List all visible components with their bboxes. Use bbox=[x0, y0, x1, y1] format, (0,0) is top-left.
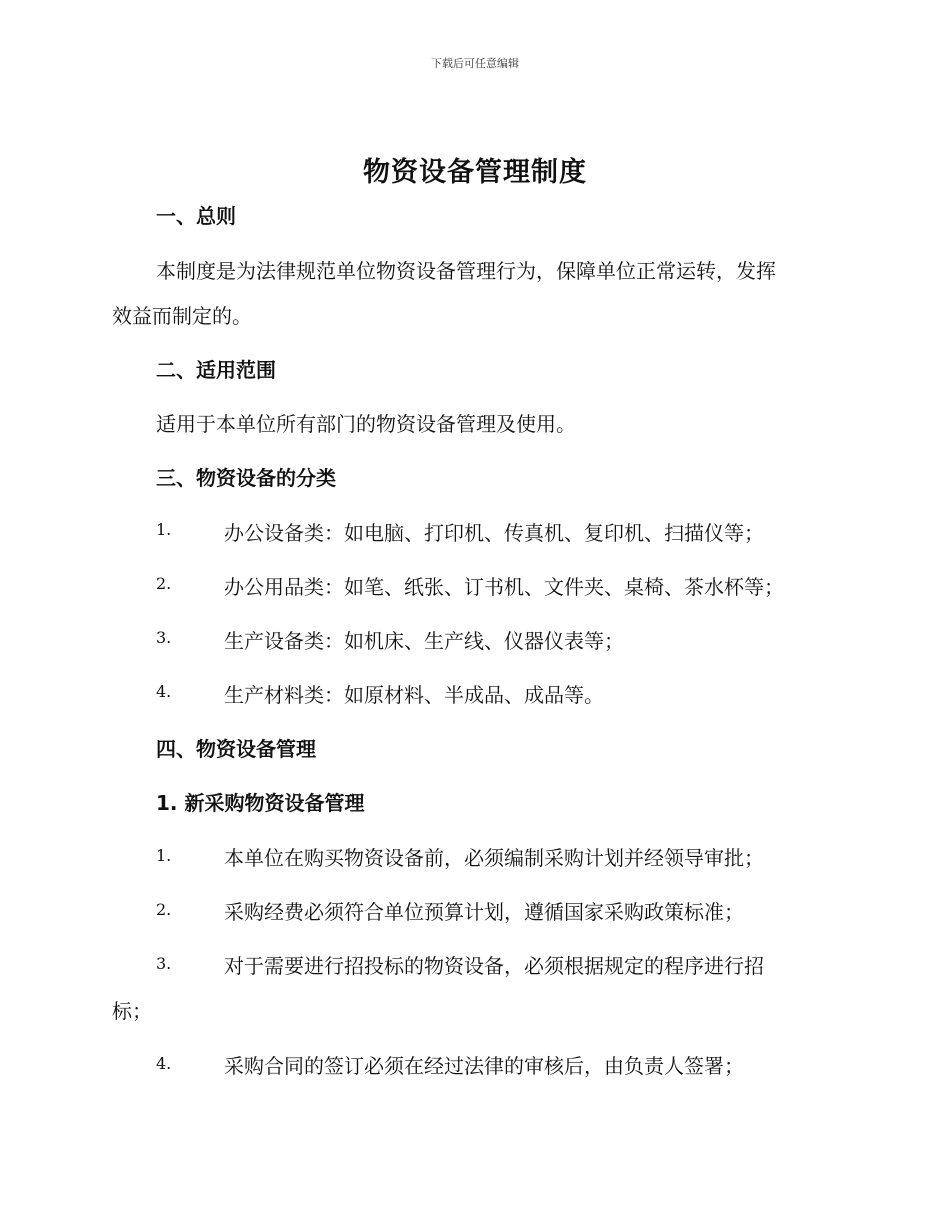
list-item-text: 本单位在购买物资设备前，必须编制采购计划并经领导审批； bbox=[224, 846, 764, 870]
list-item-text: 办公用品类：如笔、纸张、订书机、文件夹、桌椅、茶水杯等； bbox=[224, 575, 784, 599]
subsection-heading-new-purchase: 1. 新采购物资设备管理 bbox=[156, 791, 365, 815]
list-item-continuation: 标； bbox=[112, 999, 152, 1023]
header-note: 下载后可任意编辑 bbox=[431, 57, 519, 70]
section-heading-classification: 三、物资设备的分类 bbox=[156, 466, 336, 490]
list-item-number: 3. bbox=[156, 954, 172, 973]
list-item-number: 1. bbox=[156, 520, 172, 539]
list-item-text: 采购合同的签订必须在经过法律的审核后，由负责人签署； bbox=[224, 1054, 744, 1078]
list-item-number: 1. bbox=[156, 846, 172, 865]
list-item-text: 生产材料类：如原材料、半成品、成品等。 bbox=[224, 683, 604, 707]
list-item-text: 办公设备类：如电脑、打印机、传真机、复印机、扫描仪等； bbox=[224, 521, 764, 545]
document-title: 物资设备管理制度 bbox=[363, 157, 587, 188]
section-heading-management: 四、物资设备管理 bbox=[156, 737, 316, 761]
list-item-number: 4. bbox=[156, 1054, 172, 1073]
general-text-line2: 效益而制定的。 bbox=[112, 304, 252, 328]
list-item-text: 对于需要进行招投标的物资设备，必须根据规定的程序进行招 bbox=[224, 954, 764, 978]
section-heading-general: 一、总则 bbox=[156, 204, 236, 228]
list-item-text: 生产设备类：如机床、生产线、仪器仪表等； bbox=[224, 629, 624, 653]
section-heading-scope: 二、适用范围 bbox=[156, 358, 276, 382]
scope-text: 适用于本单位所有部门的物资设备管理及使用。 bbox=[156, 412, 576, 436]
list-item-text: 采购经费必须符合单位预算计划，遵循国家采购政策标准； bbox=[224, 900, 744, 924]
general-text-line1: 本制度是为法律规范单位物资设备管理行为，保障单位正常运转，发挥 bbox=[156, 259, 776, 283]
list-item-number: 3. bbox=[156, 628, 172, 647]
list-item-number: 2. bbox=[156, 574, 172, 593]
list-item-number: 2. bbox=[156, 900, 172, 919]
list-item-number: 4. bbox=[156, 682, 172, 701]
